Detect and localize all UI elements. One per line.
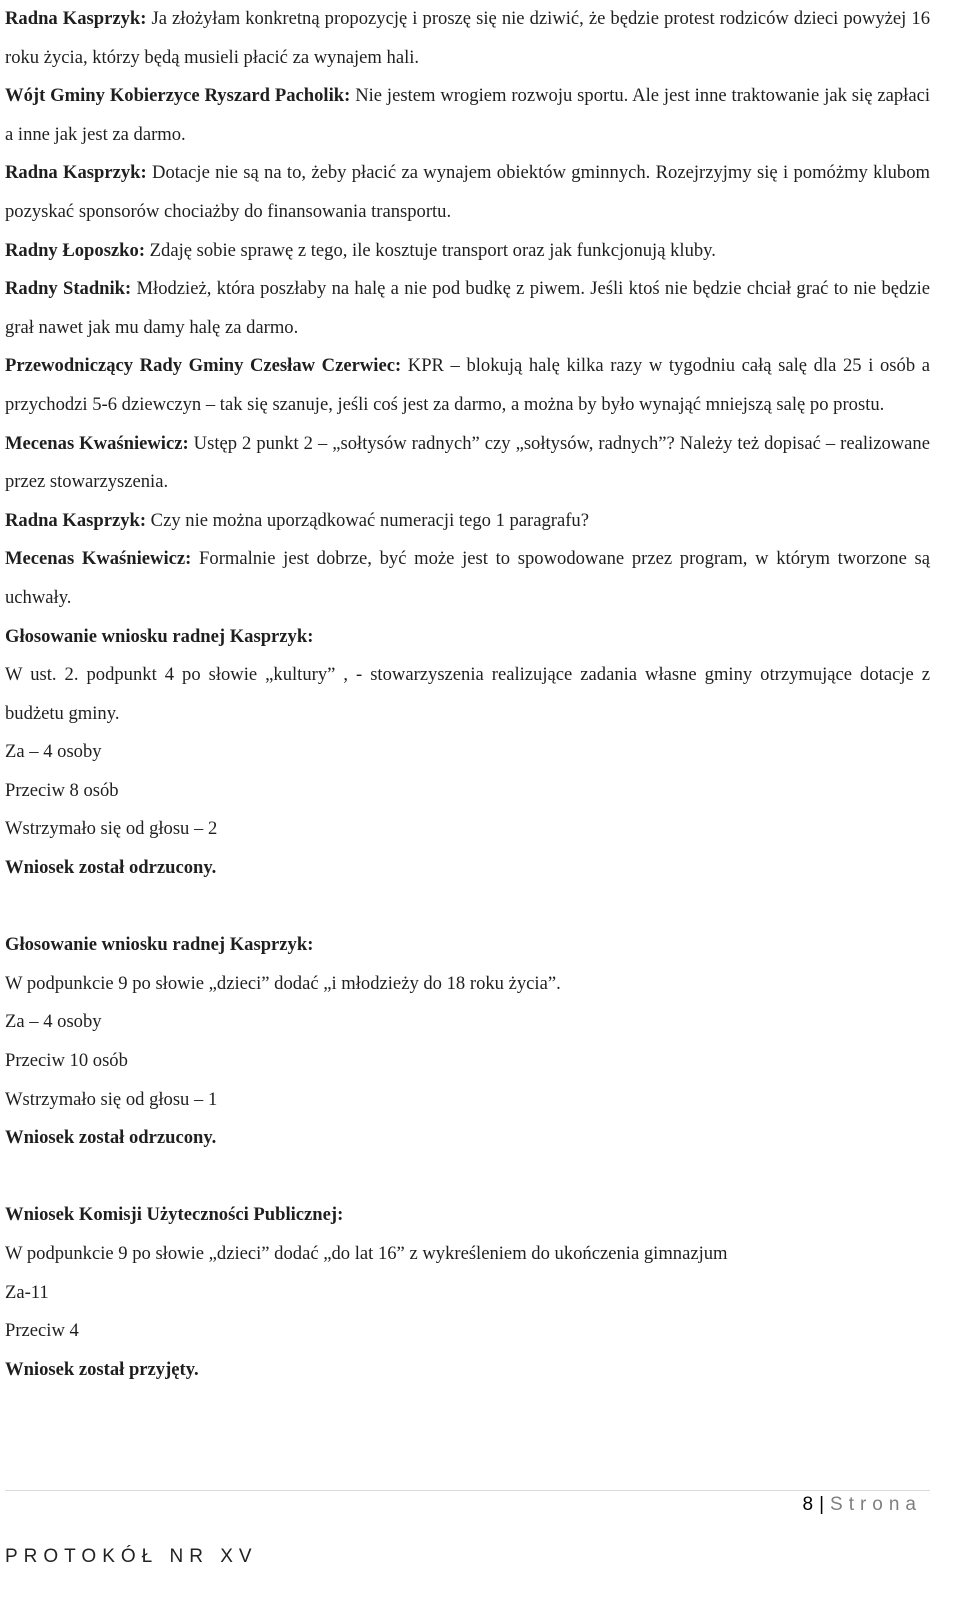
paragraph [5,425,930,502]
vote-abstain: Wstrzymało się od głosu – 2 [5,818,218,840]
page-number: 8 [802,1494,814,1515]
vote-for: Za – 4 osoby [5,1011,102,1033]
vote-section [5,1196,930,1389]
vote-abstain: Wstrzymało się od głosu – 1 [5,1088,218,1110]
vote-for: Za – 4 osoby [5,741,102,763]
paragraph [5,232,930,271]
vote-result: Wniosek został odrzucony. [5,1127,217,1149]
vote-section [5,618,930,888]
vote-result: Wniosek został odrzucony. [5,857,217,879]
paragraph-text: Nie jestem wrogiem rozwoju sportu. Ale jest inne traktowanie jak się zapłaci a inne jak jest za darmo. [5,85,930,145]
paragraph-text: Ustęp 2 punkt 2 – „sołtysów radnych” czy „sołtysów, radnych”? Należy też dopisać – realizowane przez stowarzyszenia. [5,432,930,493]
paragraph [5,347,930,424]
paragraph [5,502,930,541]
page-number-footer [803,1494,923,1516]
speaker-name: Radna Kasprzyk: [5,509,147,531]
paragraph-text: Dotacje nie są na to, żeby płacić za wynajem obiektów gminnych. Rozejrzyjmy się i pomóżmy klubom pozyskać sponsorów chociażby do finansowania transportu. [5,162,930,222]
vote-heading: Głosowanie wniosku radnej Kasprzyk: [5,625,314,647]
footer-divider [5,1490,930,1491]
paragraph [5,154,930,231]
paragraph [5,540,930,617]
speaker-name: Wójt Gminy Kobierzyce Ryszard Pacholik: [5,85,351,107]
paragraph-text: Zdaję sobie sprawę z tego, ile kosztuje transport oraz jak funkcjonują kluby. [145,239,716,261]
page-word: Strona [830,1494,922,1515]
speaker-name: Radny Stadnik: [5,278,132,300]
vote-result: Wniosek został przyjęty. [5,1358,199,1380]
vote-proposal: W podpunkcie 9 po słowie „dzieci” dodać „do lat 16” z wykreśleniem do ukończenia gimnazjum [5,1243,728,1264]
vote-against: Przeciw 8 osób [5,779,119,801]
speaker-name: Mecenas Kwaśniewicz: [5,432,189,454]
vote-against: Przeciw 4 [5,1320,79,1342]
speaker-name: Radna Kasprzyk: [5,162,147,184]
page-separator: | [819,1494,825,1515]
vote-proposal: W podpunkcie 9 po słowie „dzieci” dodać „i młodzieży do 18 roku życia”. [5,972,561,994]
protocol-title: PROTOKÓŁ NR XV [5,1546,258,1567]
paragraph-text: Czy nie można uporządkować numeracji tego 1 paragrafu? [146,509,589,531]
paragraph [5,77,930,154]
speaker-name: Mecenas Kwaśniewicz: [5,548,192,570]
vote-heading: Wniosek Komisji Użyteczności Publicznej: [5,1204,344,1226]
paragraph-text: Formalnie jest dobrze, być może jest to spowodowane przez program, w którym tworzone są uchwały. [5,548,931,608]
vote-for: Za-11 [5,1281,49,1303]
speaker-name: Radny Łoposzko: [5,239,146,261]
discussion [5,0,930,618]
paragraph [5,270,930,347]
vote-section [5,926,930,1158]
paragraph-text: Ja złożyłam konkretną propozycję i proszę się nie dziwić, że będzie protest rodziców dzieci powyżej 16 roku życia, którzy będą musieli płacić za wynajem hali. [5,8,930,68]
vote-proposal: W ust. 2. podpunkt 4 po słowie „kultury” , - stowarzyszenia realizujące zadania własne gminy otrzymujące dotacje z budżetu gminy. [5,664,930,724]
paragraph [5,0,930,77]
paragraph-text: KPR – blokują halę kilka razy w tygodniu całą salę dla 25 i osób a przychodzi 5-6 dziewczyn – tak się szanuje, jeśli coś jest za darmo, a można by było wynająć mniejszą salę po prostu. [5,355,930,415]
spacer [5,1158,930,1197]
vote-heading: Głosowanie wniosku radnej Kasprzyk: [5,934,314,956]
spacer [5,888,930,927]
speaker-name: Przewodniczący Rady Gminy Czesław Czerwiec: [5,355,402,377]
paragraph-text: Młodzież, która poszłaby na halę a nie pod budkę z piwem. Jeśli ktoś nie będzie chciał grać to nie będzie grał nawet jak mu damy halę za darmo. [5,278,931,338]
speaker-name: Radna Kasprzyk: [5,8,147,29]
vote-against: Przeciw 10 osób [5,1050,128,1072]
document-body [5,0,930,1389]
